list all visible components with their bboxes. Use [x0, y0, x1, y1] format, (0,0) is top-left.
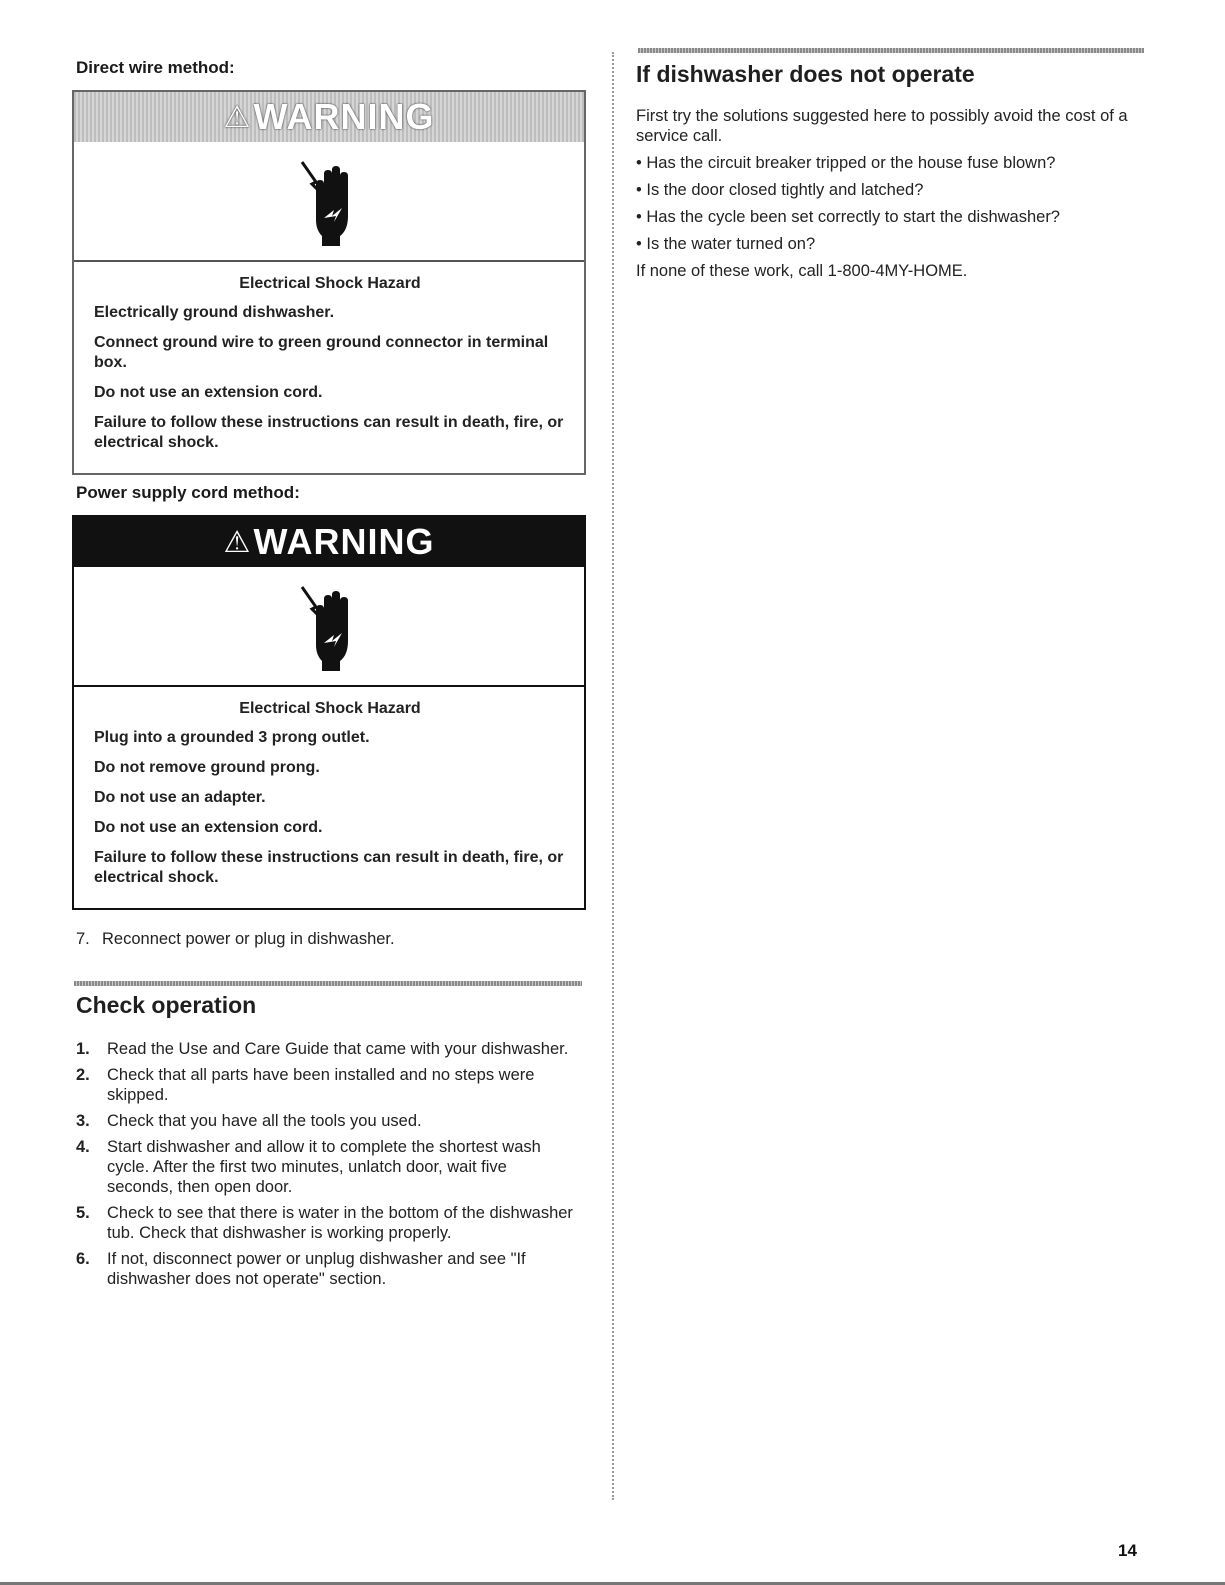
- step-number: 5.: [76, 1204, 90, 1222]
- right-column: [636, 48, 1146, 288]
- list-item: [72, 1249, 590, 1289]
- step-text: Check that all parts have been installed and no steps were skipped.: [107, 1066, 535, 1104]
- step-number: 7.: [76, 930, 90, 948]
- warning-line: Failure to follow these instructions can result in death, fire, or electrical shock.: [94, 414, 564, 451]
- warning-header: [74, 92, 584, 142]
- shock-icon-area: [74, 142, 584, 262]
- warning-header-text: WARNING: [253, 96, 435, 137]
- bullet-text: Has the cycle been set correctly to start the dishwasher?: [646, 208, 1060, 226]
- warning-header: [74, 517, 584, 567]
- bullet-text: Is the water turned on?: [646, 235, 816, 253]
- check-operation-steps: [72, 1039, 590, 1289]
- warning-text-block: [74, 262, 584, 473]
- bullet-text: Is the door closed tightly and latched?: [646, 181, 924, 199]
- left-column: [72, 52, 590, 1295]
- warning-box-direct-wire: [72, 90, 586, 475]
- warning-line: Plug into a grounded 3 prong outlet.: [94, 729, 370, 746]
- warning-line: Do not remove ground prong.: [94, 759, 320, 776]
- bullet-item: • Is the door closed tightly and latched?: [636, 181, 924, 199]
- warning-line: Failure to follow these instructions can result in death, fire, or electrical shock.: [94, 849, 564, 886]
- warning-line: Electrically ground dishwasher.: [94, 304, 335, 321]
- step-text: Reconnect power or plug in dishwasher.: [102, 930, 395, 948]
- warning-line: Do not use an extension cord.: [94, 819, 323, 836]
- electrical-shock-hand-icon: [294, 156, 364, 246]
- section-rule: [638, 48, 1144, 53]
- warning-line: Do not use an extension cord.: [94, 384, 323, 401]
- bullet-text: Has the circuit breaker tripped or the house fuse blown?: [646, 154, 1056, 172]
- list-item: [72, 1203, 590, 1243]
- step-text: Check that you have all the tools you used.: [107, 1112, 422, 1130]
- closing-text: If none of these work, call 1-800-4MY-HOME.: [636, 262, 968, 280]
- power-cord-label: Power supply cord method:: [76, 483, 300, 502]
- bullet-item: • Has the cycle been set correctly to start the dishwasher?: [636, 208, 1060, 226]
- step-text: If not, disconnect power or unplug dishwasher and see "If dishwasher does not operate" section.: [107, 1250, 526, 1288]
- direct-wire-label: Direct wire method:: [76, 58, 235, 77]
- shock-icon-area: [74, 567, 584, 687]
- warning-header-text: WARNING: [253, 521, 435, 562]
- list-item: [72, 1111, 590, 1131]
- list-item: [72, 1065, 590, 1105]
- step-text: Check to see that there is water in the bottom of the dishwasher tub. Check that dishwasher is working properly.: [107, 1204, 573, 1242]
- intro-text: First try the solutions suggested here to possibly avoid the cost of a service call.: [636, 107, 1128, 145]
- step-number: 1.: [76, 1040, 90, 1058]
- column-divider: [612, 52, 614, 1500]
- warning-triangle-icon: ⚠: [223, 525, 252, 559]
- hazard-title: Electrical Shock Hazard: [239, 700, 421, 717]
- step-text: Start dishwasher and allow it to complete the shortest wash cycle. After the first two minutes, unlatch door, wait five seconds, then open door.: [107, 1138, 541, 1196]
- list-item: [72, 1137, 590, 1197]
- list-item: [72, 1039, 590, 1059]
- step-number: 4.: [76, 1138, 90, 1156]
- check-operation-title: Check operation: [76, 992, 257, 1018]
- hazard-title: Electrical Shock Hazard: [239, 275, 421, 292]
- warning-text-block: [74, 687, 584, 908]
- warning-line: Connect ground wire to green ground connector in terminal box.: [94, 334, 549, 371]
- troubleshooting-title: If dishwasher does not operate: [636, 61, 975, 87]
- step-text: Read the Use and Care Guide that came with your dishwasher.: [107, 1040, 569, 1058]
- page-number: 14: [1118, 1541, 1137, 1560]
- warning-line: Do not use an adapter.: [94, 789, 266, 806]
- step-number: 6.: [76, 1250, 90, 1268]
- bullet-item: • Has the circuit breaker tripped or the house fuse blown?: [636, 154, 1056, 172]
- step-number: 3.: [76, 1112, 90, 1130]
- warning-box-power-cord: [72, 515, 586, 910]
- section-rule: [74, 981, 582, 986]
- step-number: 2.: [76, 1066, 90, 1084]
- bullet-item: • Is the water turned on?: [636, 235, 816, 253]
- electrical-shock-hand-icon: [294, 581, 364, 671]
- warning-triangle-icon: ⚠: [223, 100, 252, 134]
- step-7: [76, 930, 590, 949]
